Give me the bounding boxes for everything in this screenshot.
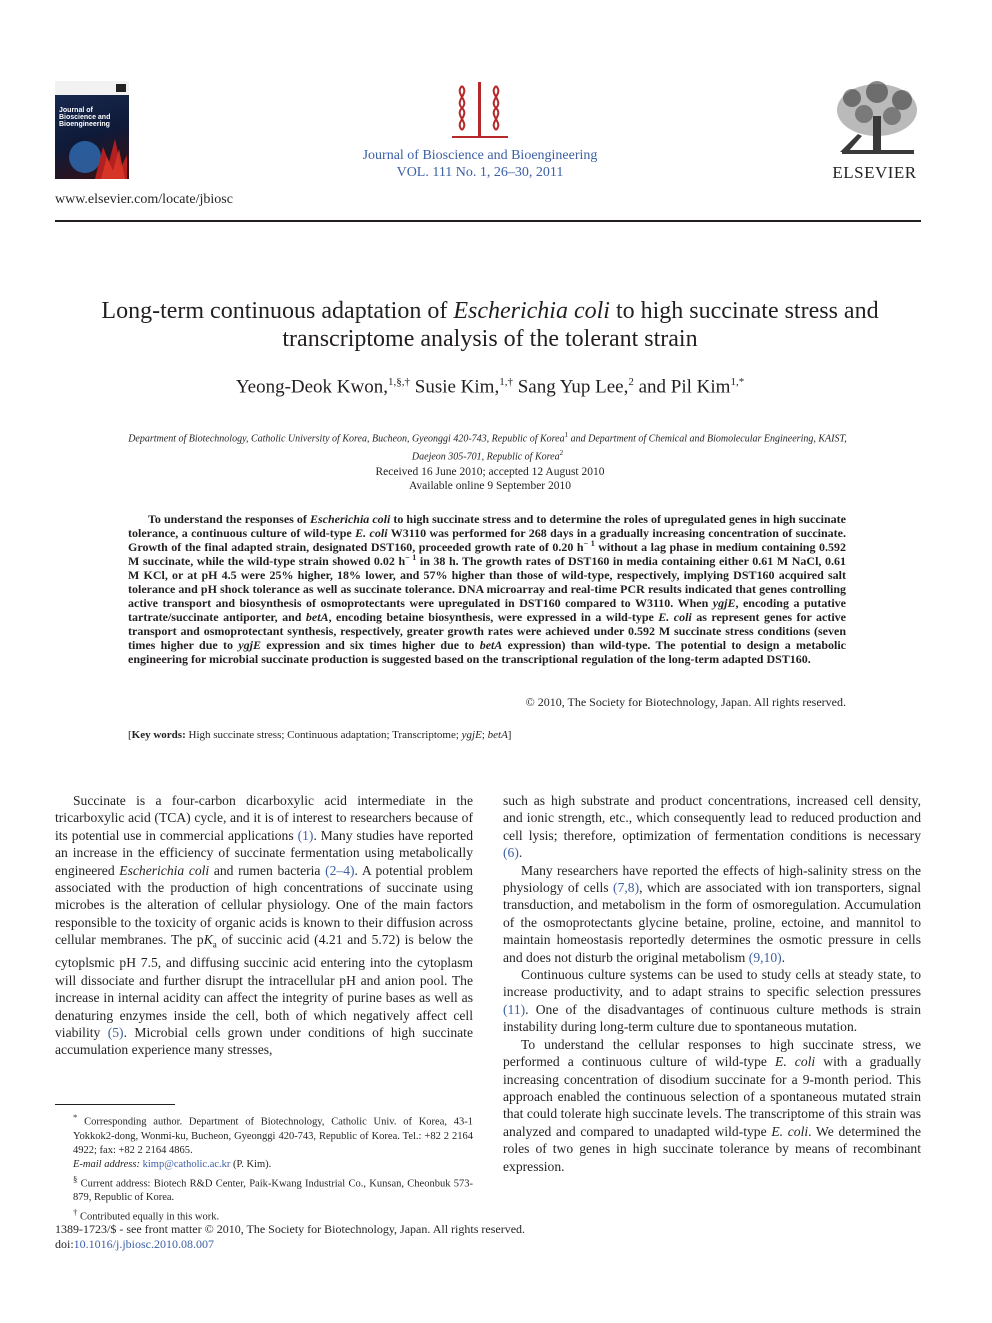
elsevier-tree-logo — [832, 80, 922, 160]
author-name: Sang Yup Lee, — [517, 376, 629, 398]
citation-link[interactable]: (2–4) — [325, 862, 355, 878]
header-rule — [55, 220, 921, 222]
author-name: and Pil Kim — [638, 376, 731, 398]
footnote-rule — [55, 1104, 175, 1105]
received-date: Received 16 June 2010; accepted 12 August 2010 — [375, 466, 605, 478]
journal-url[interactable]: www.elsevier.com/locate/jbiosc — [55, 192, 233, 207]
footnote-equal-contribution: † Contributed equally in this work. — [73, 1207, 220, 1223]
doi: doi:10.1016/j.jbiosc.2010.08.007 — [55, 1237, 215, 1251]
citation-link[interactable]: (5) — [107, 1025, 124, 1040]
body-column-left — [55, 792, 473, 1059]
article-dates — [60, 465, 920, 493]
online-date: Available online 9 September 2010 — [408, 480, 572, 492]
keywords: [Key words: High succinate stress; Continuous adaptation; Transcriptome; ygjE; betA] — [128, 729, 512, 741]
affiliations: Department of Biotechnology, Catholic University of Korea, Bucheon, Gyeonggi 420-743, Republic of Korea$^1$ and Department of Chemical and Biomolecular Engineering, KAIST, Daejeon 305-701, Republic of Korea$^2$ — [128, 431, 847, 463]
footnotes — [55, 1110, 473, 1225]
front-matter-notice: 1389-1723/$ - see front matter © 2010, The Society for Biotechnology, Japan. All rights reserved. — [55, 1222, 526, 1236]
journal-name: Journal of Bioscience and Bioengineering — [362, 148, 598, 163]
body-paragraph: Continuous culture systems can be used to study cells at steady state, to increase productivity, and to adapt strains to specific selection pressures (11). One of the disadvantages of continuous culture methods is strain instability during long-term culture due to spontaneous mutation. — [503, 967, 921, 1035]
body-paragraph: such as high substrate and product concentrations, increased cell density, and ionic strength, etc., which consequently lead to reduced production and cell lysis; therefore, optimization of fermentation conditions is necessary (6). — [503, 793, 921, 861]
doi-link[interactable]: 10.1016/j.jbiosc.2010.08.007 — [73, 1237, 215, 1251]
citation-link[interactable]: (6) — [503, 845, 519, 861]
citation-link[interactable]: (9,10) — [748, 949, 782, 965]
issn-line — [55, 1222, 525, 1252]
cover-title: Journal of Bioscience and Bioengineering — [59, 107, 111, 128]
cover-tag — [116, 84, 126, 92]
author-list: Yeong-Deok Kwon,$^{1,\S,\dagger}$ Susie Kim,$^{1,\dagger}$ Sang Yup Lee,$^2$ and Pil Kim$^{1,*}$ — [235, 376, 745, 398]
publisher-name: ELSEVIER — [832, 163, 917, 182]
email-link[interactable]: kimp@catholic.ac.kr — [142, 1158, 231, 1170]
copyright-notice: © 2010, The Society for Biotechnology, Japan. All rights reserved. — [525, 695, 846, 709]
citation-link[interactable]: (1) — [297, 827, 314, 843]
journal-dna-logo — [452, 80, 510, 142]
article-title: Long-term continuous adaptation of Escherichia coli to high succinate stress and transcriptome analysis of the tolerant strain — [101, 298, 879, 352]
author-name: Yeong-Deok Kwon, — [235, 376, 388, 398]
footnote-email: E-mail address: kimp@catholic.ac.kr (P. Kim). — [73, 1158, 272, 1170]
body-paragraph: Many researchers have reported the effects of high-salinity stress on the physiology of cells (7,8), which are associated with ion transporters, signal transduction, and metabolism in the form of osmoregulation. Accumulation of the osmoprotectants glycine betaine, proline, ectoine, and mannitol to maintain homeostasis reportedly determines the osmotic pressure in cells and does not disturb the original metabolism (9,10). — [503, 862, 921, 965]
author-name: Susie Kim, — [414, 376, 500, 398]
footnote-corresponding: * Corresponding author. Department of Biotechnology, Catholic Univ. of Korea, 43-1 Yokkok2-dong, Wonmi-ku, Bucheon, Gyeonggi 420-743, Republic of Korea. Tel.: +82 2 2164 4922; fax: +82 2 2164 4865. — [73, 1112, 473, 1156]
body-paragraph: Succinate is a four-carbon dicarboxylic acid intermediate in the tricarboxylic acid (TCA) cycle, and it is of interest to researchers because of its potential use in commercial applications (1). Many studies have reported an increase in the efficiency of succinate fermentation using metabolically engineered Escherichia coli and rumen bacteria (2–4). A potential problem associated with the production of high concentrations of succinate using microbes is the alteration of cellular physiology. One of the main factors responsible to the toxicity of organic acids is known to their diffusion across cellular membranes. The $pK_a$ of succinic acid (4.21 and 5.72) is below the cytoplsmic pH 7.5, and diffusing succinic acid entering into the cytoplasm will dissociate and further disrupt the intracellular pH and anion pool. The increase in internal acidity can affect the integrity of purine bases as well as denaturing enzymes inside the cell, both of which negatively affect cell viability (5). Microbial cells grown under conditions of high succinate accumulation experience many stresses, — [55, 793, 474, 1058]
citation-link[interactable]: (7,8) — [613, 880, 640, 896]
journal-volume: VOL. 111 No. 1, 26–30, 2011 — [396, 165, 564, 180]
cover-illustration — [65, 127, 127, 179]
journal-cover-image — [55, 81, 129, 179]
footnote-current-address: § Current address: Biotech R&D Center, Paik-Kwang Industrial Co., Kunsan, Cheonbuk 573-879, Republic of Korea. — [73, 1173, 474, 1203]
body-column-right — [503, 792, 921, 1175]
citation-link[interactable]: (11) — [503, 1001, 526, 1017]
abstract: To understand the responses of Escherichia coli to high succinate stress and to determine the roles of upregulated genes in high succinate tolerance, a continuous culture of wild-type E. coli W3110 was performed for 268 days in a gradually increasing concentration of succinate. Growth of the final adapted strain, designated DST160, proceeded growth rate of 0.20 $h^{- 1}$ without a lag phase in medium containing 0.592 M succinate, while the wild-type strain showed 0.02 $h^{- 1}$ in 38 h. The growth rates of DST160 in media containing either 0.61 M NaCl, 0.61 M KCl, or at pH 4.5 were 25% higher, 18% lower, and 57% higher than those of wild-type, respectively, implying DST160 acquired salt tolerance and pH shock tolerance as well as succinate tolerance. DNA microarray and real-time PCR results indicated that genes controlling active transport and biosynthesis of osmoprotectants were upregulated in DST160 compared to W3110. When ygjE, encoding a putative tartrate/succinate antiporter, and betA, encoding betaine biosynthesis, were expressed in a wild-type E. coli as represent genes for active transport and osmoprotectant synthesis, respectively, greater growth rates were achieved under 0.592 M succinate stress conditions (seven times higher due to ygjE expression and six times higher due to betA expression) than wild-type. The potential to design a metabolic engineering for microbial succinate production is suggested based on the transcriptional regulation of the long-term adapted DST160. — [128, 512, 847, 666]
body-paragraph: To understand the cellular responses to high succinate stress, we performed a continuous culture of wild-type E. coli with a gradually increasing concentration of disodium succinate for a 9-month period. This approach enabled the continuous selection of a spontaneous mutated strain that could tolerate high succinate levels. The transcriptome of this strain was analyzed and compared to unadapted wild-type E. coli. We determined the roles of two genes in high succinate tolerance by means of recombinant expression. — [503, 1036, 922, 1174]
